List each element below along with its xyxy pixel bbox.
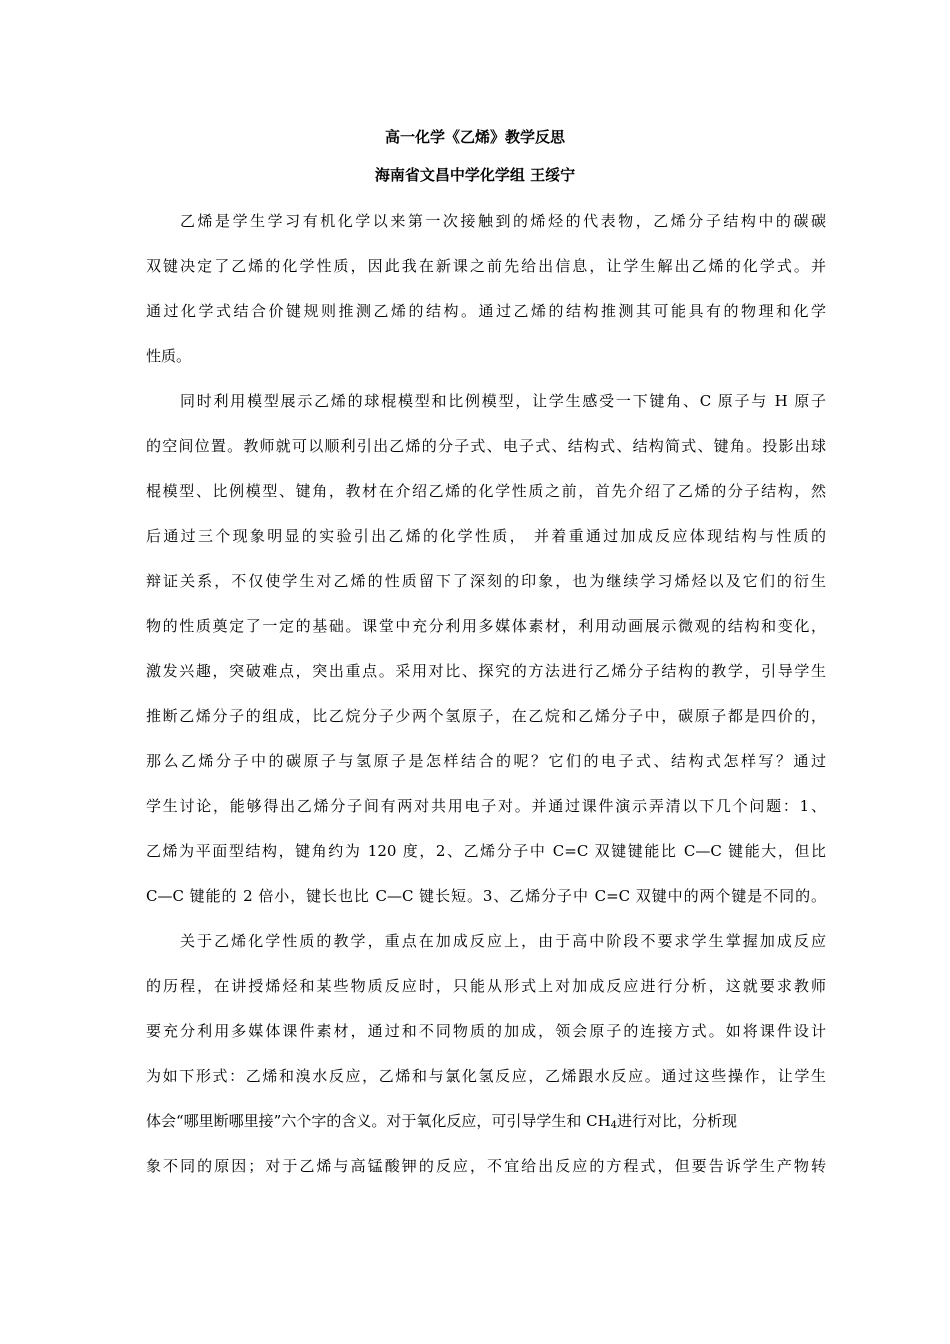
paragraph-line: 辩证关系，不仅使学生对乙烯的性质留下了深刻的印象，也为继续学习烯烃以及它们的衍生 [146, 572, 826, 590]
paragraph-line: 学生讨论，能够得出乙烯分子间有两对共用电子对。并通过课件演示弄清以下几个问题：1、 [146, 797, 826, 815]
document-title: 高一化学《乙烯》教学反思 [384, 128, 565, 146]
paragraph-line: 物的性质奠定了一定的基础。课堂中充分利用多媒体素材，利用动画展示微观的结构和变化， [146, 617, 826, 635]
paragraph-line: 那么乙烯分子中的碳原子与氢原子是怎样结合的呢？它们的电子式、结构式怎样写？通过 [146, 752, 826, 770]
paragraph-line: 的历程，在讲授烯烃和某些物质反应时，只能从形式上对加成反应进行分析，这就要求教师 [146, 977, 826, 995]
paragraph-line: 乙烯是学生学习有机化学以来第一次接触到的烯烃的代表物，乙烯分子结构中的碳碳 [180, 212, 826, 230]
formula-subscript: 4 [610, 1120, 618, 1131]
paragraph-line: 通过化学式结合价键规则推测乙烯的结构。通过乙烯的结构推测其可能具有的物理和化学 [146, 302, 826, 320]
paragraph-line: 推断乙烯分子的组成，比乙烷分子少两个氢原子，在乙烷和乙烯分子中，碳原子都是四价的， [146, 707, 826, 725]
paragraph-line: 要充分利用多媒体课件素材，通过和不同物质的加成，领会原子的连接方式。如将课件设计 [146, 1022, 826, 1040]
paragraph-line: 同时利用模型展示乙烯的球棍模型和比例模型，让学生感受一下键角、C 原子与 H 原子 [180, 392, 826, 410]
paragraph-line: 后通过三个现象明显的实验引出乙烯的化学性质， 并着重通过加成反应体现结构与性质的 [146, 527, 826, 545]
paragraph-line: 象不同的原因；对于乙烯与高锰酸钾的反应，不宜给出反应的方程式，但要告诉学生产物转 [146, 1157, 826, 1175]
formula-text-before: 体会“哪里断哪里接”六个字的含义。对于氧化反应，可引导学生和 CH [146, 1112, 611, 1130]
paragraph-line: 关于乙烯化学性质的教学，重点在加成反应上，由于高中阶段不要求学生掌握加成反应 [180, 932, 826, 950]
paragraph-line: 为如下形式：乙烯和溴水反应，乙烯和与氯化氢反应，乙烯跟水反应。通过这些操作，让学生 [146, 1067, 826, 1085]
paragraph-line-with-formula [146, 1111, 826, 1131]
paragraph-line: 棍模型、比例模型、键角，教材在介绍乙烯的化学性质之前，首先介绍了乙烯的分子结构，然 [146, 482, 826, 500]
paragraph-line: 激发兴趣，突破难点，突出重点。采用对比、探究的方法进行乙烯分子结构的教学，引导学生 [146, 662, 826, 680]
paragraph-line: 性质。 [146, 347, 192, 365]
document-author: 海南省文昌中学化学组 王绥宁 [374, 166, 576, 184]
paragraph-line: 乙烯为平面型结构，键角约为 120 度，2、乙烯分子中 C=C 双键键能比 C—C 键能大，但比 [146, 842, 826, 860]
paragraph-line: 双键决定了乙烯的化学性质，因此我在新课之前先给出信息，让学生解出乙烯的化学式。并 [146, 257, 826, 275]
paragraph-line: 的空间位置。教师就可以顺利引出乙烯的分子式、电子式、结构式、结构简式、键角。投影出球 [146, 437, 826, 455]
paragraph-line: C—C 键能的 2 倍小，键长也比 C—C 键长短。3、乙烯分子中 C=C 双键中的两个键是不同的。 [146, 887, 826, 905]
formula-text-after: 进行对比，分析现 [617, 1112, 738, 1130]
